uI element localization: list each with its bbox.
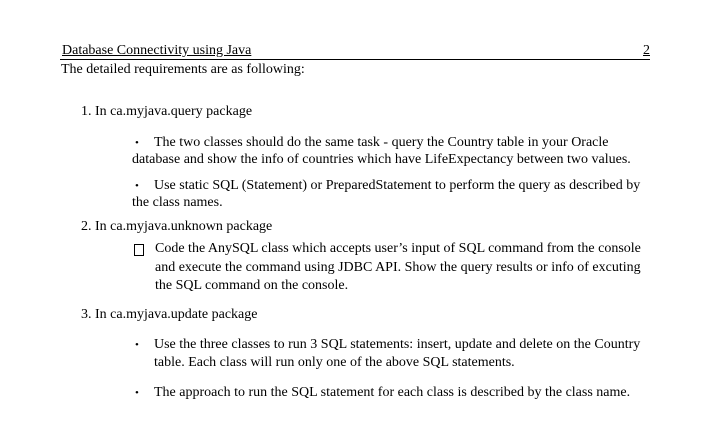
section-1-bullet-1-line-2: database and show the info of countries which have LifeExpectancy between two values. xyxy=(132,152,631,167)
section-heading-2: 2. In ca.myjava.unknown package xyxy=(81,219,273,234)
section-3-bullet-1-line-2: table. Each class will run only one of the above SQL statements. xyxy=(154,355,515,370)
bullet-icon: • xyxy=(135,339,139,351)
section-3-bullet-1-line-1: Use the three classes to run 3 SQL statements: insert, update and delete on the Country xyxy=(154,337,641,352)
bullet-icon: • xyxy=(135,137,139,149)
checkbox-square-icon xyxy=(134,244,144,256)
bullet-icon: • xyxy=(135,180,139,192)
section-1-bullet-1-line-1: The two classes should do the same task - query the Country table in your Oracle xyxy=(154,135,609,150)
bullet-icon: • xyxy=(135,387,139,399)
section-2-bullet-1-line-1: Code the AnySQL class which accepts user’s input of SQL command from the console xyxy=(155,241,641,256)
section-1-bullet-2-line-2: the class names. xyxy=(132,195,223,210)
section-heading-3: 3. In ca.myjava.update package xyxy=(81,307,258,322)
section-3-bullet-2-line-1: The approach to run the SQL statement for each class is described by the class name. xyxy=(154,385,631,400)
section-2-bullet-1-line-3: the SQL command on the console. xyxy=(155,278,349,293)
page-header xyxy=(60,43,650,60)
section-2-bullet-1-line-2: and execute the command using JDBC API. Show the query results or info of excuting xyxy=(155,260,641,275)
intro-text: The detailed requirements are as following: xyxy=(61,62,305,77)
section-heading-1: 1. In ca.myjava.query package xyxy=(81,104,253,119)
page-number: 2 xyxy=(643,43,650,58)
header-title: Database Connectivity using Java xyxy=(62,43,252,58)
section-1-bullet-2-line-1: Use static SQL (Statement) or PreparedStatement to perform the query as described by xyxy=(154,178,641,193)
